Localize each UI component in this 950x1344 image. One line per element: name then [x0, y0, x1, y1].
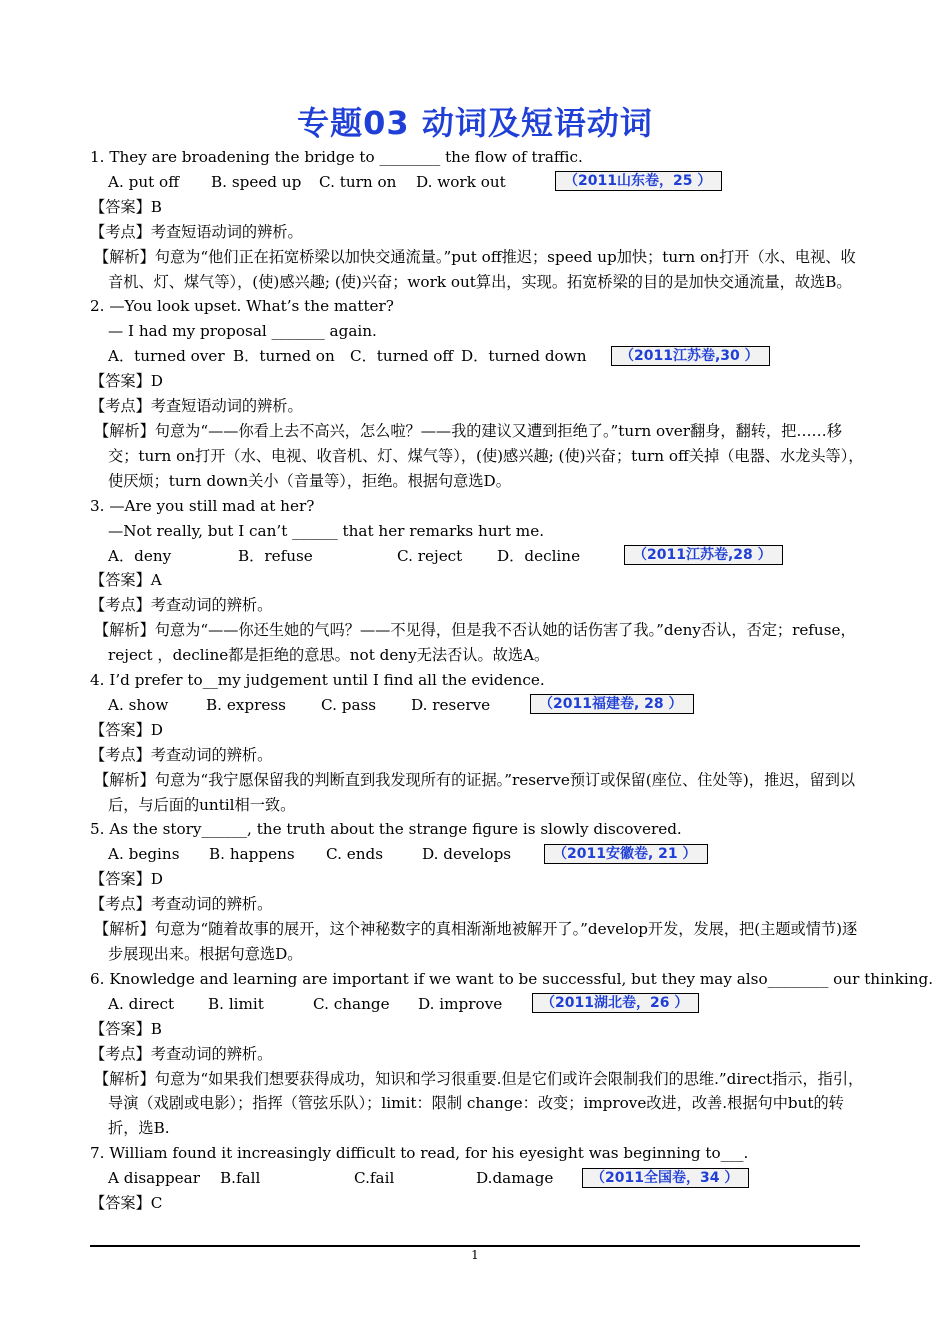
- kaodian-line: 【考点】考查动词的辨析。: [90, 895, 273, 914]
- option-b: B. happens: [209, 845, 295, 864]
- option-d: D. improve: [418, 994, 503, 1013]
- option-c: C.fail: [354, 1169, 395, 1188]
- jiexi-paragraph: 【解析】句意为“——你看上去不高兴，怎么啦？——我的建议又遭到拒绝了。”turn over翻身，翻转，把……移交；turn on打开（水、电视、收音机、灯、煤气等），(使)感兴趣; (使)兴奋；turn off关掉（电器、水龙头等），使厌烦；turn down关小（音量等），拒绝。根据句意选D。: [94, 421, 864, 490]
- footer-rule: [90, 1245, 860, 1247]
- option-c: C. pass: [321, 695, 377, 714]
- option-a: A. put off: [108, 172, 179, 191]
- question-1-stem: 1. They are broadening the bridge to ________ the flow of traffic.: [90, 148, 583, 166]
- option-b: B．turned on: [233, 347, 335, 366]
- page-number: 1: [471, 1248, 479, 1262]
- option-c: C. ends: [326, 845, 384, 864]
- question-3-stem: 3. —Are you still mad at her?: [90, 496, 315, 515]
- document-body: [90, 145, 934, 1216]
- kaodian-line: 【考点】考查短语动词的辨析。: [90, 397, 303, 416]
- option-d: D. work out: [416, 172, 506, 191]
- question-3-options: [90, 544, 865, 569]
- question-1-options: [90, 170, 865, 195]
- answer-line: 【答案】D: [90, 372, 163, 391]
- jiexi-paragraph: 【解析】句意为“如果我们想要获得成功，知识和学习很重要.但是它们或许会限制我们的思维.”direct指示，指引，导演（戏剧或电影）；指挥（管弦乐队）；limit：限制 change：改变；improve改进，改善.根据句中but的转折，选B.: [94, 1069, 864, 1138]
- option-b: B. limit: [208, 994, 264, 1013]
- answer-line: 【答案】B: [90, 1019, 162, 1038]
- option-a: A disappear: [108, 1169, 200, 1188]
- question-5-options: [90, 842, 865, 867]
- question-4-stem: 4. I’d prefer to__my judgement until I find all the evidence.: [90, 671, 545, 690]
- jiexi-paragraph: 【解析】句意为“他们正在拓宽桥梁以加快交通流量。”put off推迟；speed up加快；turn on打开（水、电视、收音机、灯、煤气等），(使)感兴趣; (使)兴奋；work out算出，实现。拓宽桥梁的目的是加快交通流量，故选B。: [94, 247, 856, 291]
- source-tag: （2011江苏卷,28 ）: [624, 545, 783, 565]
- option-a: A. begins: [108, 845, 180, 864]
- option-d: D．turned down: [461, 347, 587, 366]
- answer-line: 【答案】C: [90, 1194, 163, 1213]
- option-c: C．turned off: [350, 347, 454, 366]
- option-d: D.damage: [476, 1169, 554, 1188]
- question-4-options: [90, 693, 865, 718]
- kaodian-line: 【考点】考查动词的辨析。: [90, 1044, 273, 1063]
- question-2-stem-reply: — I had my proposal _______ again.: [108, 322, 377, 341]
- option-a: A．turned over: [108, 347, 225, 366]
- answer-line: 【答案】D: [90, 870, 163, 889]
- option-b: B. speed up: [211, 172, 302, 191]
- answer-line: 【答案】B: [90, 197, 162, 216]
- option-a: A. show: [108, 695, 169, 714]
- option-b: B. express: [206, 695, 286, 714]
- page-title: 专题03 动词及短语动词: [297, 104, 653, 142]
- option-b: B．refuse: [238, 546, 313, 565]
- kaodian-line: 【考点】考查动词的辨析。: [90, 596, 273, 615]
- question-5-stem: 5. As the story______, the truth about the strange figure is slowly discovered.: [90, 820, 682, 839]
- source-tag: （2011安徽卷, 21 ）: [544, 844, 708, 864]
- option-c: C. change: [313, 994, 390, 1013]
- jiexi-paragraph: 【解析】句意为“随着故事的展开，这个神秘数字的真相渐渐地被解开了。”develop开发，发展，把(主题或情节)逐步展现出来。根据句意选D。: [94, 920, 858, 963]
- question-2-stem: 2. —You look upset. What’s the matter?: [90, 297, 394, 316]
- option-b: B.fall: [220, 1169, 261, 1188]
- source-tag: （2011山东卷，25 ）: [555, 171, 722, 191]
- option-a: A．deny: [108, 546, 172, 565]
- kaodian-line: 【考点】考查短语动词的辨析。: [90, 222, 303, 241]
- source-tag: （2011湖北卷，26 ）: [532, 993, 699, 1013]
- source-tag: （2011江苏卷,30 ）: [611, 346, 770, 366]
- kaodian-line: 【考点】考查动词的辨析。: [90, 745, 273, 764]
- question-6-options: [90, 992, 865, 1017]
- jiexi-paragraph: 【解析】句意为“我宁愿保留我的判断直到我发现所有的证据。”reserve预订或保留(座位、住处等)，推迟，留到以后，与后面的until相一致。: [94, 770, 856, 814]
- option-d: D. reserve: [411, 695, 491, 714]
- question-7-options: [90, 1166, 865, 1191]
- jiexi-paragraph: 【解析】句意为“——你还生她的气吗？——不见得，但是我不否认她的话伤害了我。”deny否认，否定；refuse，reject ，decline都是拒绝的意思。not deny无法否认。故选A。: [94, 621, 856, 665]
- option-c: C. turn on: [319, 172, 397, 191]
- question-6-stem: 6. Knowledge and learning are important if we want to be successful, but they may also________ our thinking.: [90, 969, 934, 988]
- source-tag: （2011全国卷，34 ）: [582, 1168, 749, 1188]
- question-2-options: [90, 344, 865, 369]
- option-a: A. direct: [108, 994, 175, 1013]
- source-tag: （2011福建卷, 28 ）: [530, 694, 694, 714]
- option-d: D．decline: [497, 546, 581, 565]
- question-7-stem: 7. William found it increasingly difficult to read, for his eyesight was beginning to___.: [90, 1144, 749, 1163]
- answer-line: 【答案】D: [90, 720, 163, 739]
- option-d: D. develops: [422, 845, 512, 864]
- option-c: C. reject: [397, 546, 463, 565]
- question-3-stem-reply: —Not really, but I can’t ______ that her remarks hurt me.: [108, 521, 545, 540]
- answer-line: 【答案】A: [90, 571, 162, 590]
